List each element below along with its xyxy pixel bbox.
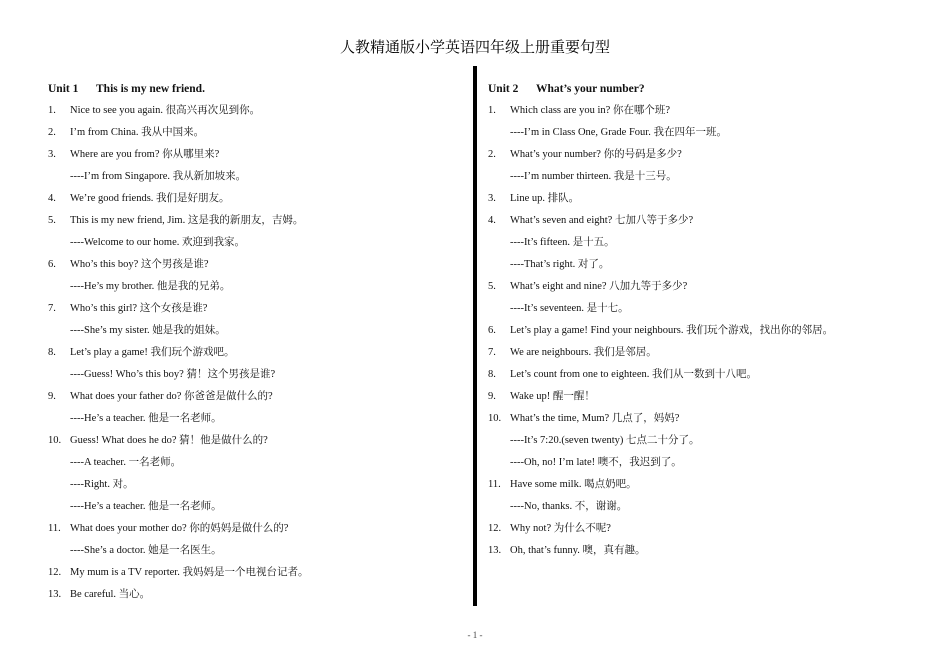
sentence-text: Nice to see you again. 很高兴再次见到你。: [70, 105, 261, 116]
sentence-text: ----She’s a doctor. 她是一名医生。: [70, 545, 222, 556]
item-number: 12.: [488, 523, 502, 534]
response-line: [48, 496, 463, 518]
sentence-item: [488, 320, 928, 342]
sentence-text: Be careful. 当心。: [70, 589, 151, 600]
response-line: [48, 276, 463, 298]
sentence-text: What’s seven and eight? 七加八等于多少?: [510, 215, 694, 226]
sentence-item: [48, 298, 463, 320]
response-line: [488, 166, 928, 188]
sentence-text: ----Oh, no! I’m late! 噢不，我迟到了。: [510, 457, 682, 468]
sentence-text: I’m from China. 我从中国来。: [70, 127, 205, 138]
sentence-item: [488, 386, 928, 408]
item-number: 11.: [488, 479, 501, 490]
sentence-item: [48, 144, 463, 166]
sentence-item: [488, 474, 928, 496]
sentence-text: ----He’s a teacher. 他是一名老师。: [70, 501, 222, 512]
unit-title: What’s your number?: [536, 83, 645, 95]
item-number: 5.: [48, 215, 56, 226]
sentence-text: Have some milk. 喝点奶吧。: [510, 479, 637, 490]
page-number: - 1 -: [467, 630, 483, 640]
sentence-text: Why not? 为什么不呢?: [510, 523, 611, 534]
response-line: [48, 408, 463, 430]
response-line: [48, 540, 463, 562]
sentence-text: Where are you from? 你从哪里来?: [70, 149, 220, 160]
sentence-item: [48, 342, 463, 364]
sentence-item: [488, 342, 928, 364]
sentence-text: Let’s count from one to eighteen. 我们从一数到十八吧。: [510, 369, 758, 380]
item-number: 2.: [488, 149, 496, 160]
sentence-item: [48, 562, 463, 584]
response-line: [488, 496, 928, 518]
sentence-list: [488, 100, 928, 562]
sentence-text: Who’s this boy? 这个男孩是谁?: [70, 259, 209, 270]
response-line: [488, 430, 928, 452]
column-divider: [473, 66, 476, 606]
sentence-item: [488, 144, 928, 166]
sentence-item: [488, 408, 928, 430]
sentence-item: [488, 188, 928, 210]
response-line: [488, 232, 928, 254]
unit-title: This is my new friend.: [96, 83, 205, 95]
sentence-text: Guess! What does he do? 猜！他是做什么的?: [70, 435, 268, 446]
sentence-text: ----A teacher. 一名老师。: [70, 457, 182, 468]
sentence-text: ----Guess! Who’s this boy? 猜！这个男孩是谁?: [70, 369, 276, 380]
sentence-text: ----I’m from Singapore. 我从新加坡来。: [70, 171, 247, 182]
item-number: 1.: [488, 105, 496, 116]
sentence-text: Wake up! 醒一醒！: [510, 391, 595, 402]
item-number: 7.: [48, 303, 56, 314]
sentence-text: ----Welcome to our home. 欢迎到我家。: [70, 237, 245, 248]
page-title: 人教精通版小学英语四年级上册重要句型: [339, 38, 610, 56]
item-number: 9.: [48, 391, 56, 402]
unit-number: Unit 1: [48, 83, 79, 95]
sentence-item: [488, 276, 928, 298]
sentence-item: [488, 100, 928, 122]
sentence-item: [48, 518, 463, 540]
sentence-text: ----I’m number thirteen. 我是十三号。: [510, 171, 677, 182]
sentence-text: What’s your number? 你的号码是多少?: [510, 149, 682, 160]
sentence-text: What does your mother do? 你的妈妈是做什么的?: [70, 523, 289, 534]
sentence-item: [48, 188, 463, 210]
sentence-item: [48, 210, 463, 232]
item-number: 3.: [48, 149, 56, 160]
item-number: 12.: [48, 567, 62, 578]
unit-heading: [488, 78, 928, 100]
item-number: 4.: [48, 193, 56, 204]
sentence-text: Line up. 排队。: [510, 193, 580, 204]
sentence-item: [48, 430, 463, 452]
sentence-item: [488, 518, 928, 540]
item-number: 10.: [488, 413, 502, 424]
item-number: 13.: [488, 545, 502, 556]
sentence-text: What’s the time, Mum? 几点了，妈妈?: [510, 413, 680, 424]
item-number: 11.: [48, 523, 61, 534]
unit-1-column: [48, 78, 463, 606]
item-number: 6.: [488, 325, 496, 336]
response-line: [488, 452, 928, 474]
sentence-text: What’s eight and nine? 八加九等于多少?: [510, 281, 688, 292]
sentence-text: Let’s play a game! 我们玩个游戏吧。: [70, 347, 235, 358]
item-number: 8.: [48, 347, 56, 358]
response-line: [488, 122, 928, 144]
sentence-item: [48, 584, 463, 606]
unit-heading: [48, 78, 463, 100]
response-line: [488, 254, 928, 276]
sentence-text: ----He’s a teacher. 他是一名老师。: [70, 413, 222, 424]
sentence-text: This is my new friend, Jim. 这是我的新朋友，吉姆。: [70, 215, 304, 226]
sentence-text: Oh, that’s funny. 噢，真有趣。: [510, 545, 646, 556]
sentence-item: [48, 254, 463, 276]
sentence-text: Which class are you in? 你在哪个班?: [510, 105, 671, 116]
sentence-text: ----Right. 对。: [70, 479, 134, 490]
response-line: [48, 364, 463, 386]
item-number: 7.: [488, 347, 496, 358]
sentence-text: ----It’s seventeen. 是十七。: [510, 303, 629, 314]
item-number: 6.: [48, 259, 56, 270]
sentence-text: ----He’s my brother. 他是我的兄弟。: [70, 281, 231, 292]
response-line: [488, 298, 928, 320]
sentence-text: Let’s play a game! Find your neighbours. 我们玩个游戏，找出你的邻居。: [510, 325, 834, 336]
sentence-text: ----It’s fifteen. 是十五。: [510, 237, 615, 248]
unit-2-column: [488, 78, 928, 562]
sentence-text: We’re good friends. 我们是好朋友。: [70, 193, 230, 204]
sentence-item: [48, 122, 463, 144]
sentence-text: ----She’s my sister. 她是我的姐妹。: [70, 325, 226, 336]
sentence-text: We are neighbours. 我们是邻居。: [510, 347, 657, 358]
sentence-item: [488, 210, 928, 232]
sentence-text: ----No, thanks. 不，谢谢。: [510, 501, 628, 512]
response-line: [48, 474, 463, 496]
response-line: [48, 232, 463, 254]
response-line: [48, 452, 463, 474]
sentence-text: My mum is a TV reporter. 我妈妈是一个电视台记者。: [70, 567, 309, 578]
sentence-text: ----That’s right. 对了。: [510, 259, 610, 270]
item-number: 8.: [488, 369, 496, 380]
response-line: [48, 166, 463, 188]
sentence-item: [488, 540, 928, 562]
item-number: 13.: [48, 589, 62, 600]
item-number: 5.: [488, 281, 496, 292]
item-number: 1.: [48, 105, 56, 116]
sentence-list: [48, 100, 463, 606]
item-number: 9.: [488, 391, 496, 402]
item-number: 10.: [48, 435, 62, 446]
item-number: 3.: [488, 193, 496, 204]
sentence-item: [48, 386, 463, 408]
sentence-text: What does your father do? 你爸爸是做什么的?: [70, 391, 273, 402]
item-number: 2.: [48, 127, 56, 138]
sentence-text: ----It’s 7:20.(seven twenty) 七点二十分了。: [510, 435, 700, 446]
item-number: 4.: [488, 215, 496, 226]
sentence-text: ----I’m in Class One, Grade Four. 我在四年一班。: [510, 127, 727, 138]
sentence-item: [48, 100, 463, 122]
response-line: [48, 320, 463, 342]
sentence-text: Who’s this girl? 这个女孩是谁?: [70, 303, 208, 314]
unit-number: Unit 2: [488, 83, 519, 95]
sentence-item: [488, 364, 928, 386]
